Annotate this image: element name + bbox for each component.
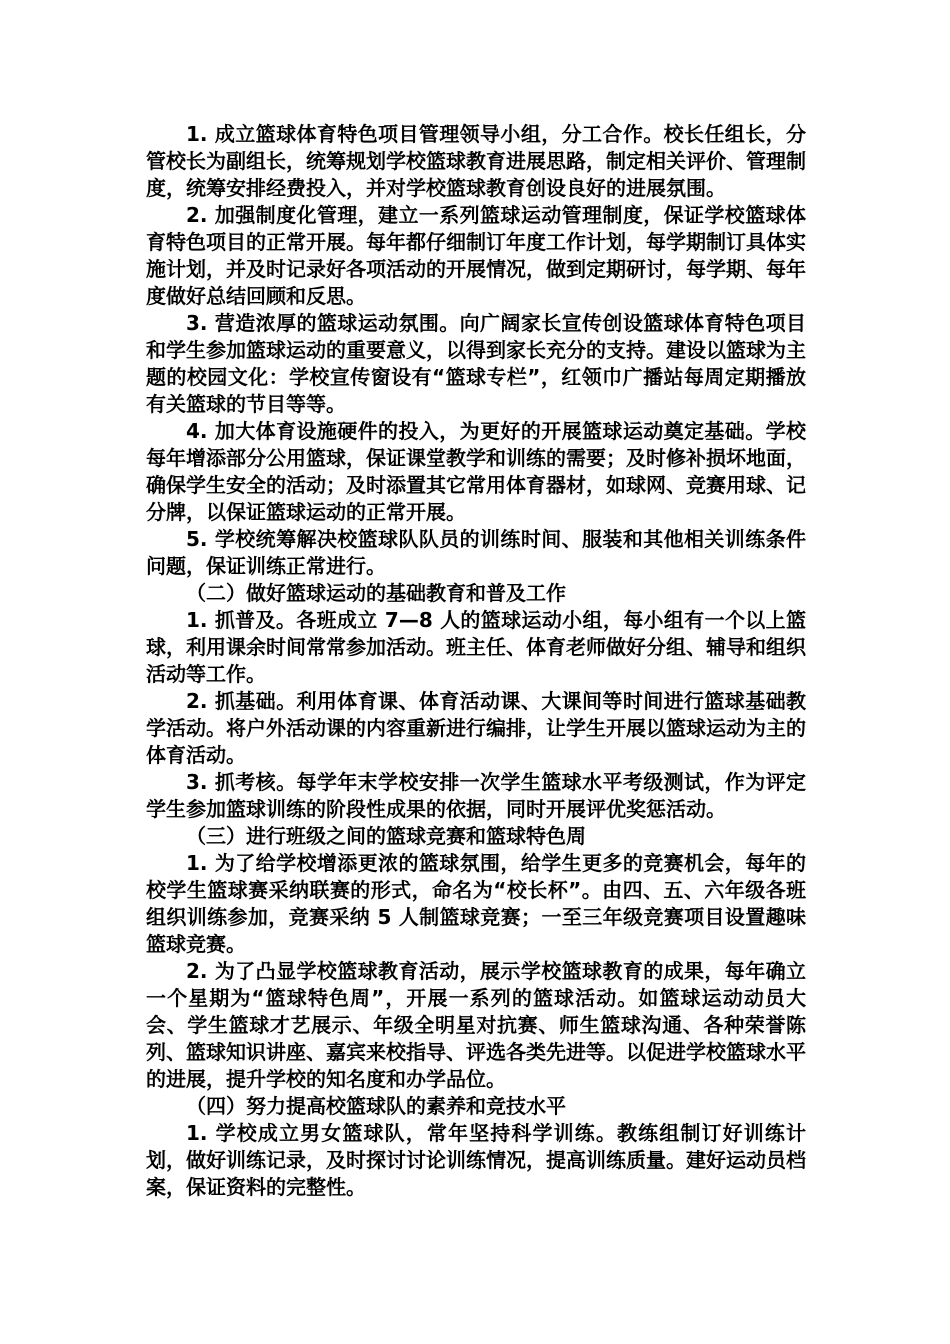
section-heading-2: （二）做好篮球运动的基础教育和普及工作 — [186, 581, 566, 605]
paragraph-2-3: 3. 抓考核。每学年末学校安排一次学生篮球水平考级测试，作为评定学生参加篮球训练的阶段性成果的依据，同时开展评优奖惩活动。 — [146, 770, 806, 821]
paragraph-2-1: 1. 抓普及。各班成立 7—8 人的篮球运动小组，每小组有一个以上篮球，利用课余时间常常参加活动。班主任、体育老师做好分组、辅导和组织活动等工作。 — [146, 608, 806, 686]
paragraph-3-2: 2. 为了凸显学校篮球教育活动，展示学校篮球教育的成果，每年确立一个星期为“篮球特色周”，开展一系列的篮球活动。如篮球运动动员大会、学生篮球才艺展示、年级全明星对抗赛、师生篮球沟通、各种荣誉陈列、篮球知识讲座、嘉宾来校指导、评选各类先进等。以促进学校篮球水平的进展，提升学校的知名度和办学品位。 — [146, 959, 806, 1091]
paragraph-1-1: 1. 成立篮球体育特色项目管理领导小组，分工合作。校长任组长，分管校长为副组长，统筹规划学校篮球教育进展思路，制定相关评价、管理制度，统筹安排经费投入，并对学校篮球教育创设良好的进展氛围。 — [146, 122, 806, 200]
paragraph-2-2: 2. 抓基础。利用体育课、体育活动课、大课间等时间进行篮球基础教学活动。将户外活动课的内容重新进行编排，让学生开展以篮球运动为主的体育活动。 — [146, 689, 806, 767]
paragraph-1-4: 4. 加大体育设施硬件的投入，为更好的开展篮球运动奠定基础。学校每年增添部分公用篮球，保证课堂教学和训练的需要；及时修补损坏地面，确保学生安全的活动；及时添置其它常用体育器材，如球网、竞赛用球、记分牌，以保证篮球运动的正常开展。 — [146, 419, 806, 524]
paragraph-1-2: 2. 加强制度化管理，建立一系列篮球运动管理制度，保证学校篮球体育特色项目的正常开展。每年都仔细制订年度工作计划，每学期制订具体实施计划，并及时记录好各项活动的开展情况，做到定期研讨，每学期、每年度做好总结回顾和反思。 — [146, 203, 806, 308]
document-body — [146, 121, 806, 1201]
paragraph-1-5: 5. 学校统筹解决校篮球队队员的训练时间、服装和其他相关训练条件问题，保证训练正常进行。 — [146, 527, 806, 578]
paragraph-4-1: 1. 学校成立男女篮球队，常年坚持科学训练。教练组制订好训练计划，做好训练记录，及时探讨讨论训练情况，提高训练质量。建好运动员档案，保证资料的完整性。 — [146, 1121, 806, 1199]
section-heading-4: （四）努力提高校篮球队的素养和竞技水平 — [186, 1094, 566, 1118]
paragraph-1-3: 3. 营造浓厚的篮球运动氛围。向广阔家长宣传创设篮球体育特色项目和学生参加篮球运动的重要意义，以得到家长充分的支持。建设以篮球为主题的校园文化：学校宣传窗设有“篮球专栏”，红领巾广播站每周定期播放有关篮球的节目等等。 — [146, 311, 806, 416]
paragraph-3-1: 1. 为了给学校增添更浓的篮球氛围，给学生更多的竞赛机会，每年的校学生篮球赛采纳联赛的形式，命名为“校长杯”。由四、五、六年级各班组织训练参加，竞赛采纳 5 人制篮球竞赛；一至三年级竞赛项目设置趣味篮球竞赛。 — [146, 851, 806, 956]
section-heading-3: （三）进行班级之间的篮球竞赛和篮球特色周 — [186, 824, 586, 848]
